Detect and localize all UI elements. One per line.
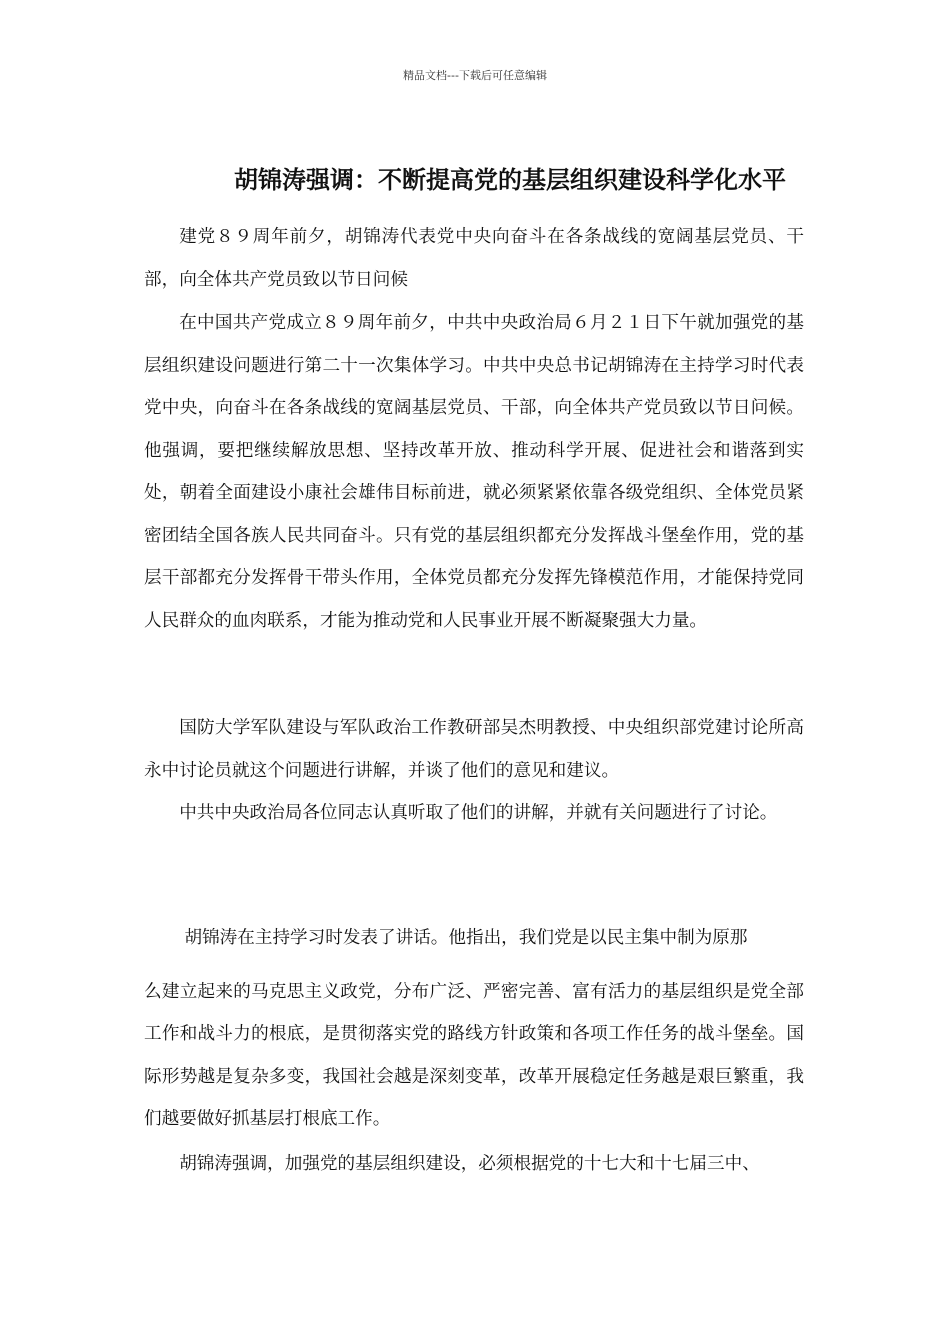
paragraph-5-continuation: 么建立起来的马克思主义政党，分布广泛、严密完善、富有活力的基层组织是党全部工作和战斗力的根底，是贯彻落实党的路线方针政策和各项工作任务的战斗堡垒。国际形势越是复杂多变，我国社会越是深刻变革，改革开展稳定任务越是艰巨繁重，我们越要做好抓基层打根底工作。	[144, 981, 804, 1129]
paragraph-3: 国防大学军队建设与军队政治工作教研部吴杰明教授、中央组织部党建讨论所高永中讨论员就这个问题进行讲解，并谈了他们的意见和建议。	[144, 718, 804, 781]
paragraph-1: 建党８９周年前夕，胡锦涛代表党中央向奋斗在各条战线的宽阔基层党员、干部，向全体共产党员致以节日问候	[144, 227, 804, 290]
document-title: 胡锦涛强调：不断提高党的基层组织建设科学化水平	[234, 166, 786, 194]
paragraph-5	[144, 917, 804, 1141]
paragraph-2: 在中国共产党成立８９周年前夕，中共中央政治局６月２１日下午就加强党的基层组织建设问题进行第二十一次集体学习。中共中央总书记胡锦涛在主持学习时代表党中央，向奋斗在各条战线的宽阔基层党员、干部，向全体共产党员致以节日问候。他强调，要把继续解放思想、坚持改革开放、推动科学开展、促进社会和谐落到实处，朝着全面建设小康社会雄伟目标前进，就必须紧紧依靠各级党组织、全体党员紧密团结全国各族人民共同奋斗。只有党的基层组织都充分发挥战斗堡垒作用，党的基层干部都充分发挥骨干带头作用，全体党员都充分发挥先锋模范作用，才能保持党同人民群众的血肉联系，才能为推动党和人民事业开展不断凝聚强大力量。	[144, 313, 804, 631]
paragraph-4: 中共中央政治局各位同志认真听取了他们的讲解，并就有关问题进行了讨论。	[179, 803, 778, 823]
paragraph-5-first-line: 胡锦涛在主持学习时发表了讲话。他指出，我们党是以民主集中制为原那	[184, 928, 748, 948]
header-note: 精品文档---下载后可任意编辑	[403, 69, 547, 82]
paragraph-6: 胡锦涛强调，加强党的基层组织建设，必须根据党的十七大和十七届三中、	[179, 1154, 760, 1174]
